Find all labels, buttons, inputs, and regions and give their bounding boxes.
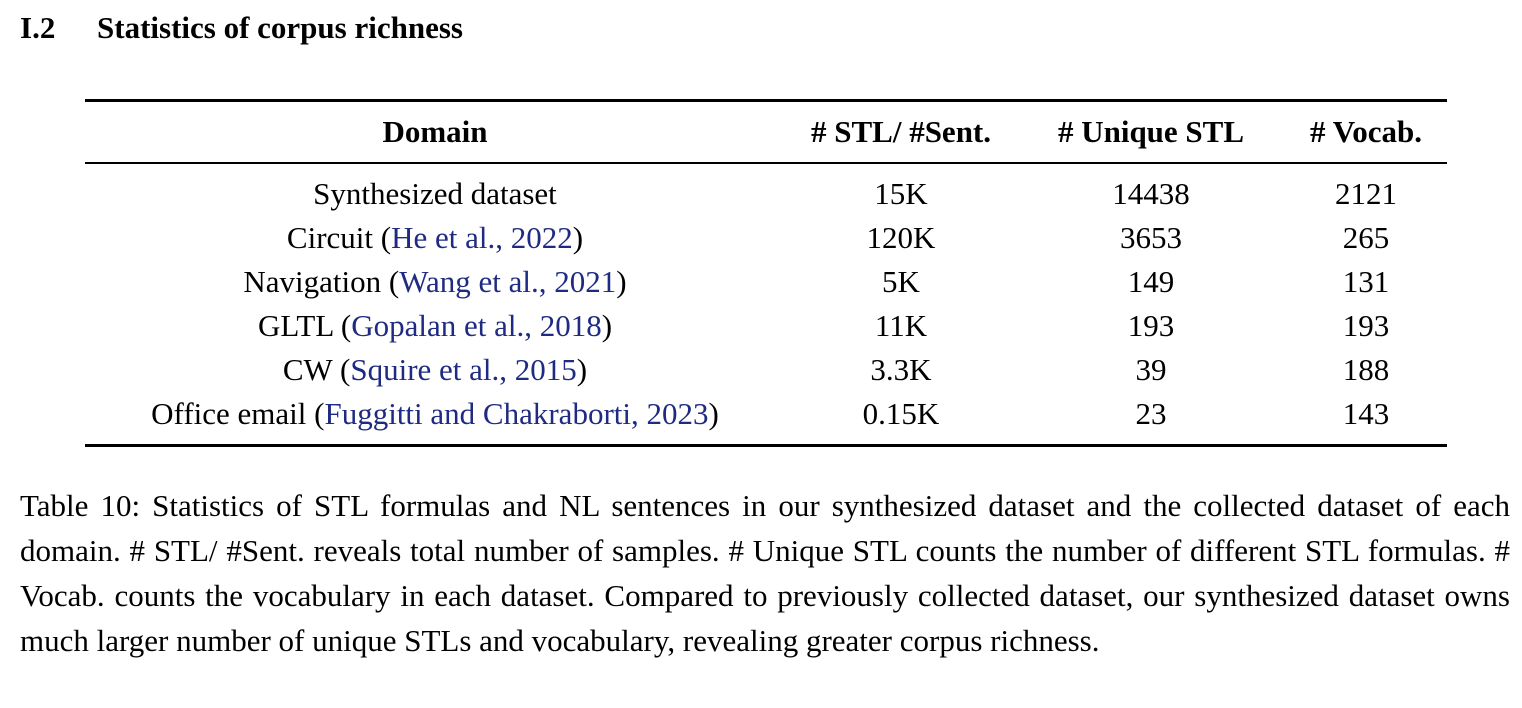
domain-name: GLTL	[257, 308, 334, 343]
cell-domain	[85, 163, 785, 216]
table-row	[85, 260, 1447, 304]
table-row	[85, 304, 1447, 348]
cell-vocab: 193	[1342, 308, 1390, 343]
cell-vocab: 265	[1342, 220, 1390, 255]
cell-stl-sent: 5K	[882, 264, 920, 299]
domain-name: Synthesized dataset	[313, 176, 557, 211]
cell-unique-stl: 3653	[1120, 220, 1182, 255]
citation-link[interactable]: Wang et al., 2021	[399, 264, 617, 299]
cell-vocab: 2121	[1335, 176, 1397, 211]
domain-name: Circuit	[286, 220, 374, 255]
table-row	[85, 392, 1447, 446]
cell-unique-stl: 193	[1127, 308, 1175, 343]
section-title: Statistics of corpus richness	[97, 10, 463, 45]
table-row	[85, 348, 1447, 392]
cell-vocab: 143	[1285, 392, 1447, 446]
table-body	[85, 163, 1447, 446]
header-domain: Domain	[85, 101, 785, 164]
cell-domain: Navigation (Wang et al., 2021)	[243, 264, 627, 299]
header-unique-stl: # Unique STL	[1017, 101, 1285, 164]
section-heading	[20, 8, 463, 48]
cell-domain: Circuit (He et al., 2022)	[286, 220, 584, 255]
cell-domain: GLTL (Gopalan et al., 2018)	[257, 308, 613, 343]
citation-link[interactable]: Gopalan et al., 2018	[351, 308, 602, 343]
cell-domain: CW (Squire et al., 2015)	[282, 352, 588, 387]
cell-domain: Office email (Fuggitti and Chakraborti, 2023)	[85, 392, 785, 446]
domain-name: Office email	[151, 396, 307, 431]
cell-vocab: 188	[1342, 352, 1390, 387]
table-header-row	[85, 101, 1447, 164]
cell-stl-sent: 3.3K	[870, 352, 932, 387]
domain-name: Navigation	[243, 264, 382, 299]
citation-link[interactable]: Squire et al., 2015	[350, 352, 577, 387]
cell-stl-sent: 11K	[874, 308, 928, 343]
cell-vocab: 131	[1342, 264, 1390, 299]
header-stl-sent: # STL/ #Sent.	[785, 101, 1017, 164]
header-vocab: # Vocab.	[1285, 101, 1447, 164]
table-row	[85, 216, 1447, 260]
citation-link[interactable]: Fuggitti and Chakraborti, 2023	[324, 396, 709, 431]
citation-link[interactable]: He et al., 2022	[391, 220, 573, 255]
cell-unique-stl: 23	[1017, 392, 1285, 446]
domain-name: CW	[282, 352, 333, 387]
cell-unique-stl: 14438	[1112, 176, 1190, 211]
cell-unique-stl: 149	[1127, 264, 1175, 299]
statistics-table	[85, 99, 1447, 447]
cell-stl-sent: 0.15K	[785, 392, 1017, 446]
table-row	[85, 163, 1447, 216]
cell-stl-sent: 15K	[874, 176, 928, 211]
cell-unique-stl: 39	[1135, 352, 1167, 387]
cell-stl-sent: 120K	[866, 220, 936, 255]
statistics-table-container	[85, 99, 1447, 447]
table-caption: Table 10: Statistics of STL formulas and NL sentences in our synthesized dataset and the collected dataset of each domain. # STL/ #Sent. reveals total number of samples. # Unique STL counts the number of different STL formulas. # Vocab. counts the vocabulary in each dataset. Compared to previously collected dataset, our synthesized dataset owns much larger number of unique STLs and vocabulary, revealing greater corpus richness.	[20, 488, 1510, 658]
section-number: I.2	[20, 10, 56, 45]
